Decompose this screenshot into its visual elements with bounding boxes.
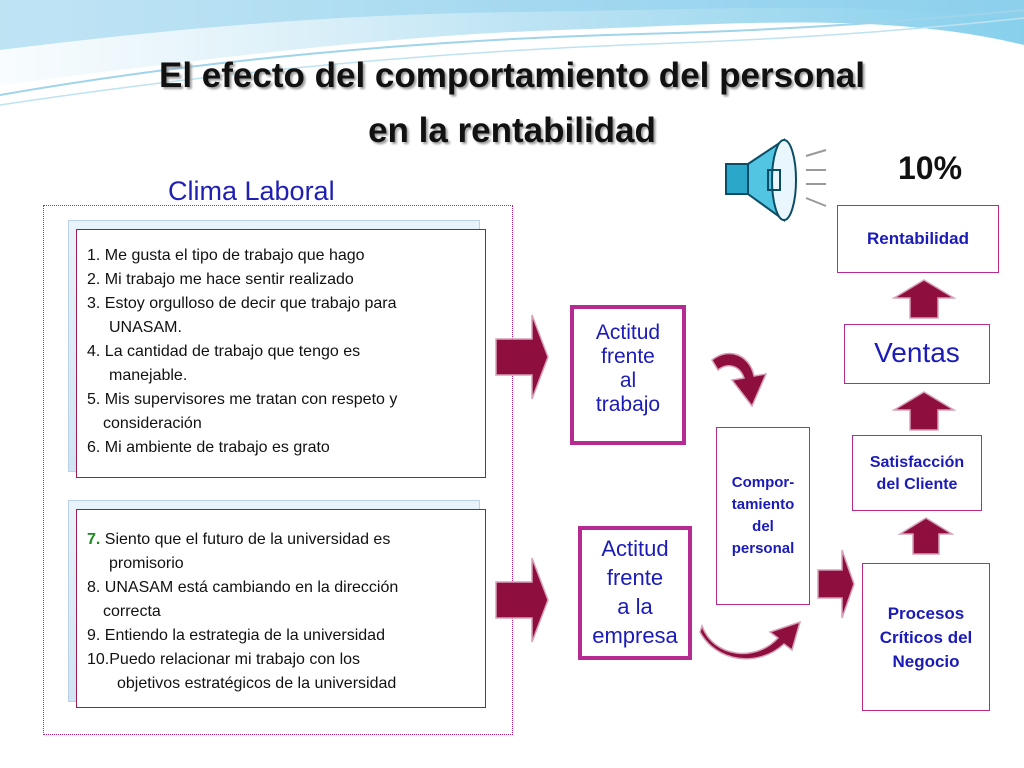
section-label: Clima Laboral: [168, 176, 335, 206]
box-line: personal: [731, 540, 795, 557]
box-line: Compor-: [731, 474, 795, 491]
list-item: manejable.: [109, 367, 188, 384]
block-up-arrow-icon: [892, 390, 956, 432]
box-line: empresa: [592, 623, 678, 648]
question-list-2: [76, 509, 486, 708]
ventas-box: [844, 324, 990, 384]
list-item: correcta: [103, 603, 161, 620]
block-up-arrow-icon: [898, 516, 954, 556]
curved-arrow-icon: [708, 344, 772, 410]
box-line: Críticos del: [879, 628, 973, 647]
box-line: Satisfacción: [869, 454, 965, 471]
box-line: trabajo: [595, 393, 661, 416]
box-line: Actitud: [601, 536, 669, 561]
box-line: tamiento: [731, 496, 795, 513]
box-line: a la: [617, 594, 653, 619]
satisfaccion-box: [852, 435, 982, 511]
block-up-arrow-icon: [892, 278, 956, 320]
actitud-empresa-box: [578, 526, 692, 660]
block-right-arrow-icon: [816, 548, 856, 620]
list-item: UNASAM.: [109, 319, 182, 336]
comportamiento-box: [716, 427, 810, 605]
list-item: [87, 528, 485, 552]
box-label: Rentabilidad: [866, 229, 969, 248]
item7-number: 7.: [87, 531, 101, 548]
box-line: frente: [606, 565, 664, 590]
box-line: frente: [601, 345, 655, 368]
list-item: 10.Puedo relacionar mi trabajo con los: [87, 651, 361, 668]
list-item: consideración: [103, 415, 202, 432]
list-item: objetivos estratégicos de la universidad: [117, 675, 397, 692]
list-item: promisorio: [109, 555, 184, 572]
actitud-trabajo-box: [570, 305, 686, 445]
box-line: del Cliente: [876, 476, 958, 493]
list-item: 5. Mis supervisores me tratan con respeto y: [87, 391, 398, 408]
box-line: Actitud: [595, 321, 661, 344]
slide-title: [0, 48, 1024, 158]
title-line-2: en la rentabilidad: [368, 111, 656, 150]
list-item: 4. La cantidad de trabajo que tengo es: [87, 343, 361, 360]
question-list-1: [76, 229, 486, 478]
curved-arrow-icon: [698, 618, 802, 662]
list-item: 9. Entiendo la estrategia de la universidad: [87, 627, 385, 644]
box-line: al: [619, 369, 637, 392]
box-line: Procesos: [887, 604, 965, 623]
list-item: 8. UNASAM está cambiando en la dirección: [87, 579, 399, 596]
list-item: 1. Me gusta el tipo de trabajo que hago: [87, 247, 365, 264]
box-label: Ventas: [874, 337, 960, 368]
block-right-arrow-icon: [494, 556, 550, 644]
rentabilidad-box: [837, 205, 999, 273]
procesos-box: [862, 563, 990, 711]
list-item: 2. Mi trabajo me hace sentir realizado: [87, 271, 354, 288]
list-item: 6. Mi ambiente de trabajo es grato: [87, 439, 330, 456]
percentage-label: 10%: [898, 150, 963, 186]
block-right-arrow-icon: [494, 313, 550, 401]
speaker-icon[interactable]: [722, 134, 832, 226]
title-line-1: El efecto del comportamiento del personal: [159, 56, 865, 95]
box-line: Negocio: [892, 652, 960, 671]
box-line: del: [752, 518, 774, 535]
item7-text: Siento que el futuro de la universidad es: [104, 531, 391, 548]
list-item: 3. Estoy orgulloso de decir que trabajo para: [87, 295, 397, 312]
